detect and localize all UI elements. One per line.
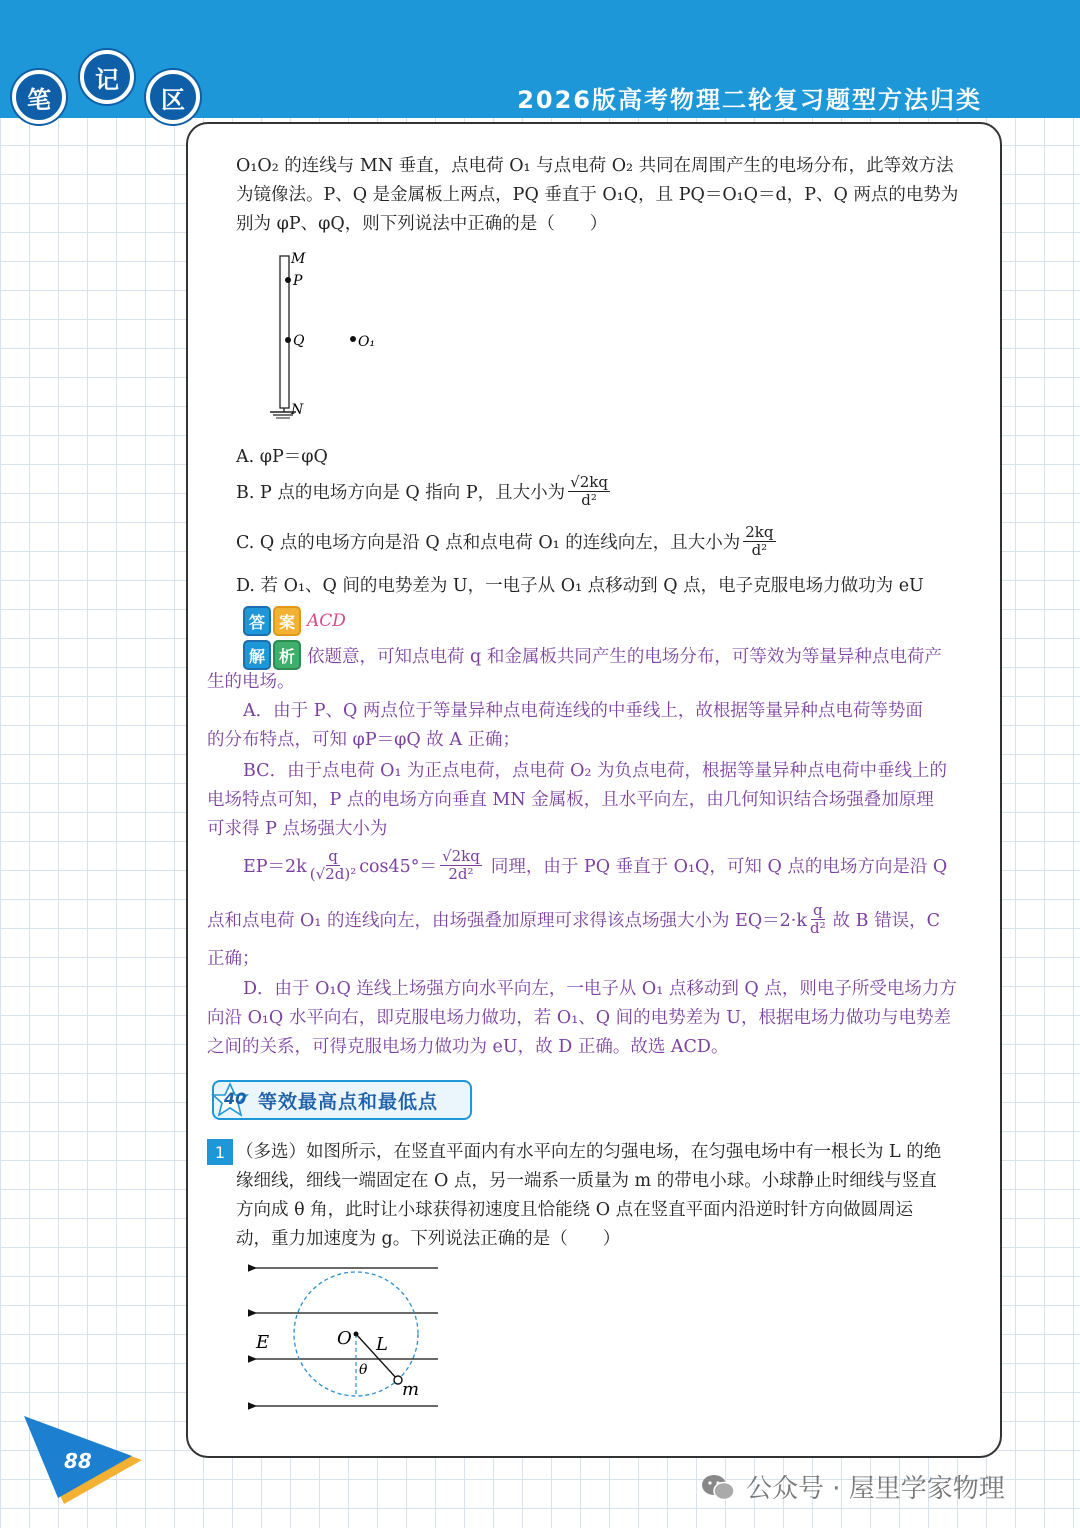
page-number-badge xyxy=(24,1416,144,1506)
page-number: 88 xyxy=(64,1449,92,1473)
option-c xyxy=(236,524,779,559)
header-bubble-2: 记 xyxy=(80,50,134,104)
charged-ball xyxy=(394,1376,402,1384)
pivot-o xyxy=(354,1332,359,1337)
point-q xyxy=(285,337,291,343)
equation-fraction-2 xyxy=(440,848,482,883)
question-line-4: 动，重力加速度为 g。下列说法正确的是（ ） xyxy=(236,1229,621,1249)
equation-ep xyxy=(243,848,947,883)
stem-line-3: 别为 φP、φQ，则下列说法中正确的是（ ） xyxy=(236,214,608,234)
question-line-3: 方向成 θ 角，此时让小球获得初速度且恰能绕 O 点在竖直平面内沿逆时针方向做圆周运 xyxy=(236,1200,914,1220)
equation-fraction-2-den: 2d² xyxy=(448,865,474,883)
option-b-text: B. P 点的电场方向是 Q 指向 P，且大小为 xyxy=(236,483,566,503)
answer-tag-2: 案 xyxy=(273,606,301,636)
analysis-line-1: 依题意，可知点电荷 q 和金属板共同产生的电场分布，可等效为等量异种点电荷产 xyxy=(307,646,942,667)
eq-fraction-num: q xyxy=(812,901,823,919)
analysis-d-line-1: D．由于 O₁Q 连线上场强方向水平向左，一电子从 O₁ 点移动到 Q 点，则电子所受电场力方 xyxy=(243,979,957,999)
label-theta: θ xyxy=(359,1362,368,1378)
point-p xyxy=(285,277,291,283)
wechat-icon xyxy=(700,1472,736,1502)
option-d: D. 若 O₁、Q 间的电势差为 U，一电子从 O₁ 点移动到 Q 点，电子克服电场力做功为 eU xyxy=(236,576,924,596)
label-o1: O₁ xyxy=(358,334,376,350)
equation-lhs: EP＝2k xyxy=(243,857,307,877)
header-bubble-1: 笔 xyxy=(12,70,66,124)
option-a: A. φP＝φQ xyxy=(236,447,328,467)
charge-o1 xyxy=(350,336,356,342)
stem-line-2: 为镜像法。P、Q 是金属板上两点，PQ 垂直于 O₁Q，且 PQ＝O₁Q＝d，P、Q 两点的电势为 xyxy=(236,185,959,205)
analysis-row xyxy=(243,640,942,670)
option-c-fraction xyxy=(743,524,775,559)
analysis-bc-line-1: BC．由于点电荷 O₁ 为正点电荷，点电荷 O₂ 为负点电荷，根据等量异种点电荷中垂线上的 xyxy=(243,761,948,781)
footer-watermark xyxy=(700,1468,1005,1505)
section-number: 40 xyxy=(224,1089,247,1108)
question-line-2: 缘细线，细线一端固定在 O 点，另一端系一质量为 m 的带电小球。小球静止时细线与竖直 xyxy=(236,1171,937,1191)
answer-value: ACD xyxy=(307,611,346,631)
option-c-text: C. Q 点的电场方向是沿 Q 点和点电荷 O₁ 的连线向左，且大小为 xyxy=(236,533,741,553)
header-bubble-3: 区 xyxy=(146,70,200,124)
equation-mid: cos45°＝ xyxy=(359,857,438,877)
label-l: L xyxy=(376,1334,388,1355)
analysis-bc-line-4b: 故 B 错误，C xyxy=(832,911,940,931)
option-b-numerator: √2kq xyxy=(570,473,608,491)
label-p: P xyxy=(293,273,303,289)
option-c-denominator: d² xyxy=(751,541,768,559)
label-q: Q xyxy=(293,333,305,349)
analysis-bc-line-2: 电场特点可知，P 点的电场方向垂直 MN 金属板，且水平向左，由几何知识结合场强叠加原理 xyxy=(207,790,934,810)
label-n: N xyxy=(291,402,304,418)
option-b-denominator: d² xyxy=(581,491,597,509)
equation-tail: 同理，由于 PQ 垂直于 O₁Q，可知 Q 点的电场方向是沿 Q xyxy=(490,857,948,877)
analysis-a-line-1: A．由于 P、Q 两点位于等量异种点电荷连线的中垂线上，故根据等量异种点电荷等势面 xyxy=(243,701,923,721)
analysis-bc-line-5: 正确； xyxy=(207,949,260,969)
field-pendulum-figure xyxy=(248,1258,448,1418)
analysis-bc-line-3: 可求得 P 点场强大小为 xyxy=(207,819,388,839)
eq-fraction xyxy=(810,902,826,937)
label-o: O xyxy=(337,1328,352,1349)
equation-fraction-2-num: √2kq xyxy=(442,847,480,865)
option-b-fraction xyxy=(568,474,610,509)
analysis-d-line-2: 向沿 O₁Q 水平向右，即克服电场力做功，若 O₁、Q 间的电势差为 U，根据电场力做功与电势差 xyxy=(207,1008,951,1028)
analysis-bc-line-4 xyxy=(207,902,940,937)
equation-fraction-1 xyxy=(310,848,356,883)
stem-line-1: O₁O₂ 的连线与 MN 垂直，点电荷 O₁ 与点电荷 O₂ 共同在周围产生的电场分布，此等效方法 xyxy=(236,156,954,176)
answer-tag-1: 答 xyxy=(243,606,271,636)
analysis-bc-line-4a: 点和点电荷 O₁ 的连线向左，由场强叠加原理可求得该点场强大小为 EQ＝2·k xyxy=(207,911,807,931)
analysis-d-line-3: 之间的关系，可得克服电场力做功为 eU，故 D 正确。故选 ACD。 xyxy=(207,1037,729,1057)
label-mass: m xyxy=(402,1379,420,1400)
watermark-text: 公众号 · 屋里学家物理 xyxy=(746,1474,1005,1504)
metal-plate-figure xyxy=(262,250,392,425)
option-b xyxy=(236,474,613,509)
equation-fraction-1-den: (√2d)² xyxy=(309,865,357,883)
analysis-a-line-2: 的分布特点，可知 φP＝φQ 故 A 正确； xyxy=(207,730,521,750)
label-m: M xyxy=(291,251,306,267)
question-index: 1 xyxy=(207,1139,233,1165)
analysis-tag-1: 解 xyxy=(243,640,271,670)
analysis-line-2: 生的电场。 xyxy=(207,672,295,692)
question-line-1: （多选）如图所示，在竖直平面内有水平向左的匀强电场，在匀强电场中有一根长为 L 的绝 xyxy=(236,1142,942,1162)
equation-fraction-1-num: q xyxy=(328,847,338,865)
eq-fraction-den: d² xyxy=(809,919,826,937)
section-banner xyxy=(212,1080,472,1120)
analysis-tag-2: 析 xyxy=(273,640,301,670)
book-title: 2026版高考物理二轮复习题型方法归类 xyxy=(517,86,982,114)
section-title: 等效最高点和最低点 xyxy=(258,1090,439,1113)
answer-row xyxy=(243,606,346,636)
label-e: E xyxy=(256,1332,270,1353)
option-c-numerator: 2kq xyxy=(745,523,774,541)
